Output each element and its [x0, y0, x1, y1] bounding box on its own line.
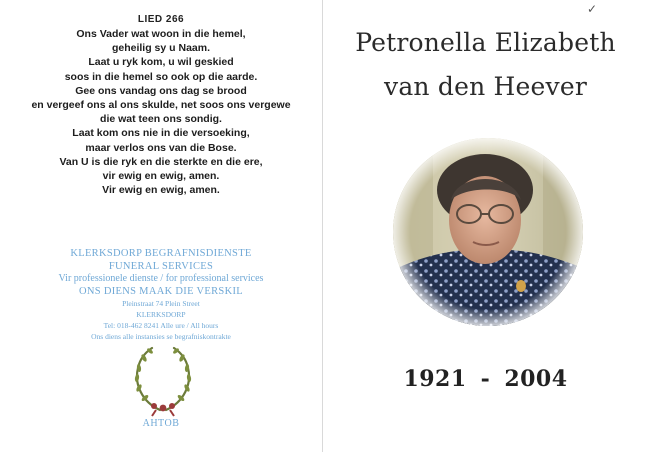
photo-vignette [393, 138, 583, 326]
hymn-line: Laat u ryk kom, u wil geskied [88, 56, 234, 69]
funeral-services-ad [0, 248, 322, 342]
left-page [0, 0, 323, 452]
birth-year: 1921 [403, 366, 467, 392]
ad-town: KLERKSDORP [136, 310, 186, 319]
hymn-line: maar verlos ons van die Bose. [85, 141, 237, 154]
ad-slogan: ONS DIENS MAAK DIE VERSKIL [79, 285, 243, 297]
ad-note: Ons diens alle instansies se begrafniskontrakte [91, 332, 231, 341]
ad-address: Pleinstraat 74 Plein Street [122, 299, 200, 308]
life-dates [323, 366, 648, 392]
ad-phone: Tel: 018-462 8241 Alle ure / All hours [103, 321, 219, 330]
ad-company-name: KLERKSDORP BEGRAFNISDIENSTE [70, 248, 252, 259]
ad-organisation: AHTOB [142, 418, 180, 429]
hymn-line: Van U is die ryk en die sterkte en die ere, [59, 155, 263, 168]
hymn-title: LIED 266 [137, 14, 185, 25]
ad-company-name-en: FUNERAL SERVICES [108, 260, 214, 272]
hymn-line: soos in die hemel so ook op die aarde. [64, 70, 258, 83]
deceased-name-last: van den Heever [384, 72, 587, 101]
hymn-line: Ons Vader wat woon in die hemel, [76, 28, 246, 40]
hymn-block [0, 14, 322, 197]
hymn-line: Laat kom ons nie in die versoeking, [72, 127, 250, 140]
right-page [323, 0, 648, 452]
ad-tagline: Vir professionele dienste / for professional services [58, 273, 264, 284]
portrait-photo [393, 138, 583, 326]
death-year: 2004 [504, 366, 568, 392]
deceased-name-first: Petronella Elizabeth [355, 28, 616, 57]
hymn-line: die wat teen ons sondig. [100, 113, 222, 126]
hymn-line: en vergeef ons al ons skulde, net soos ons vergewe [31, 99, 291, 112]
check-mark-icon: ✓ [587, 2, 598, 16]
hymn-line: vir ewig en ewig, amen. [102, 170, 220, 183]
date-separator: - [480, 366, 491, 392]
hymn-line: geheilig sy u Naam. [111, 42, 211, 55]
hymn-line: Vir ewig en ewig, amen. [102, 184, 220, 197]
hymn-line: Gee ons vandag ons dag se brood [75, 84, 247, 97]
wreath-emblem-icon [130, 344, 196, 418]
